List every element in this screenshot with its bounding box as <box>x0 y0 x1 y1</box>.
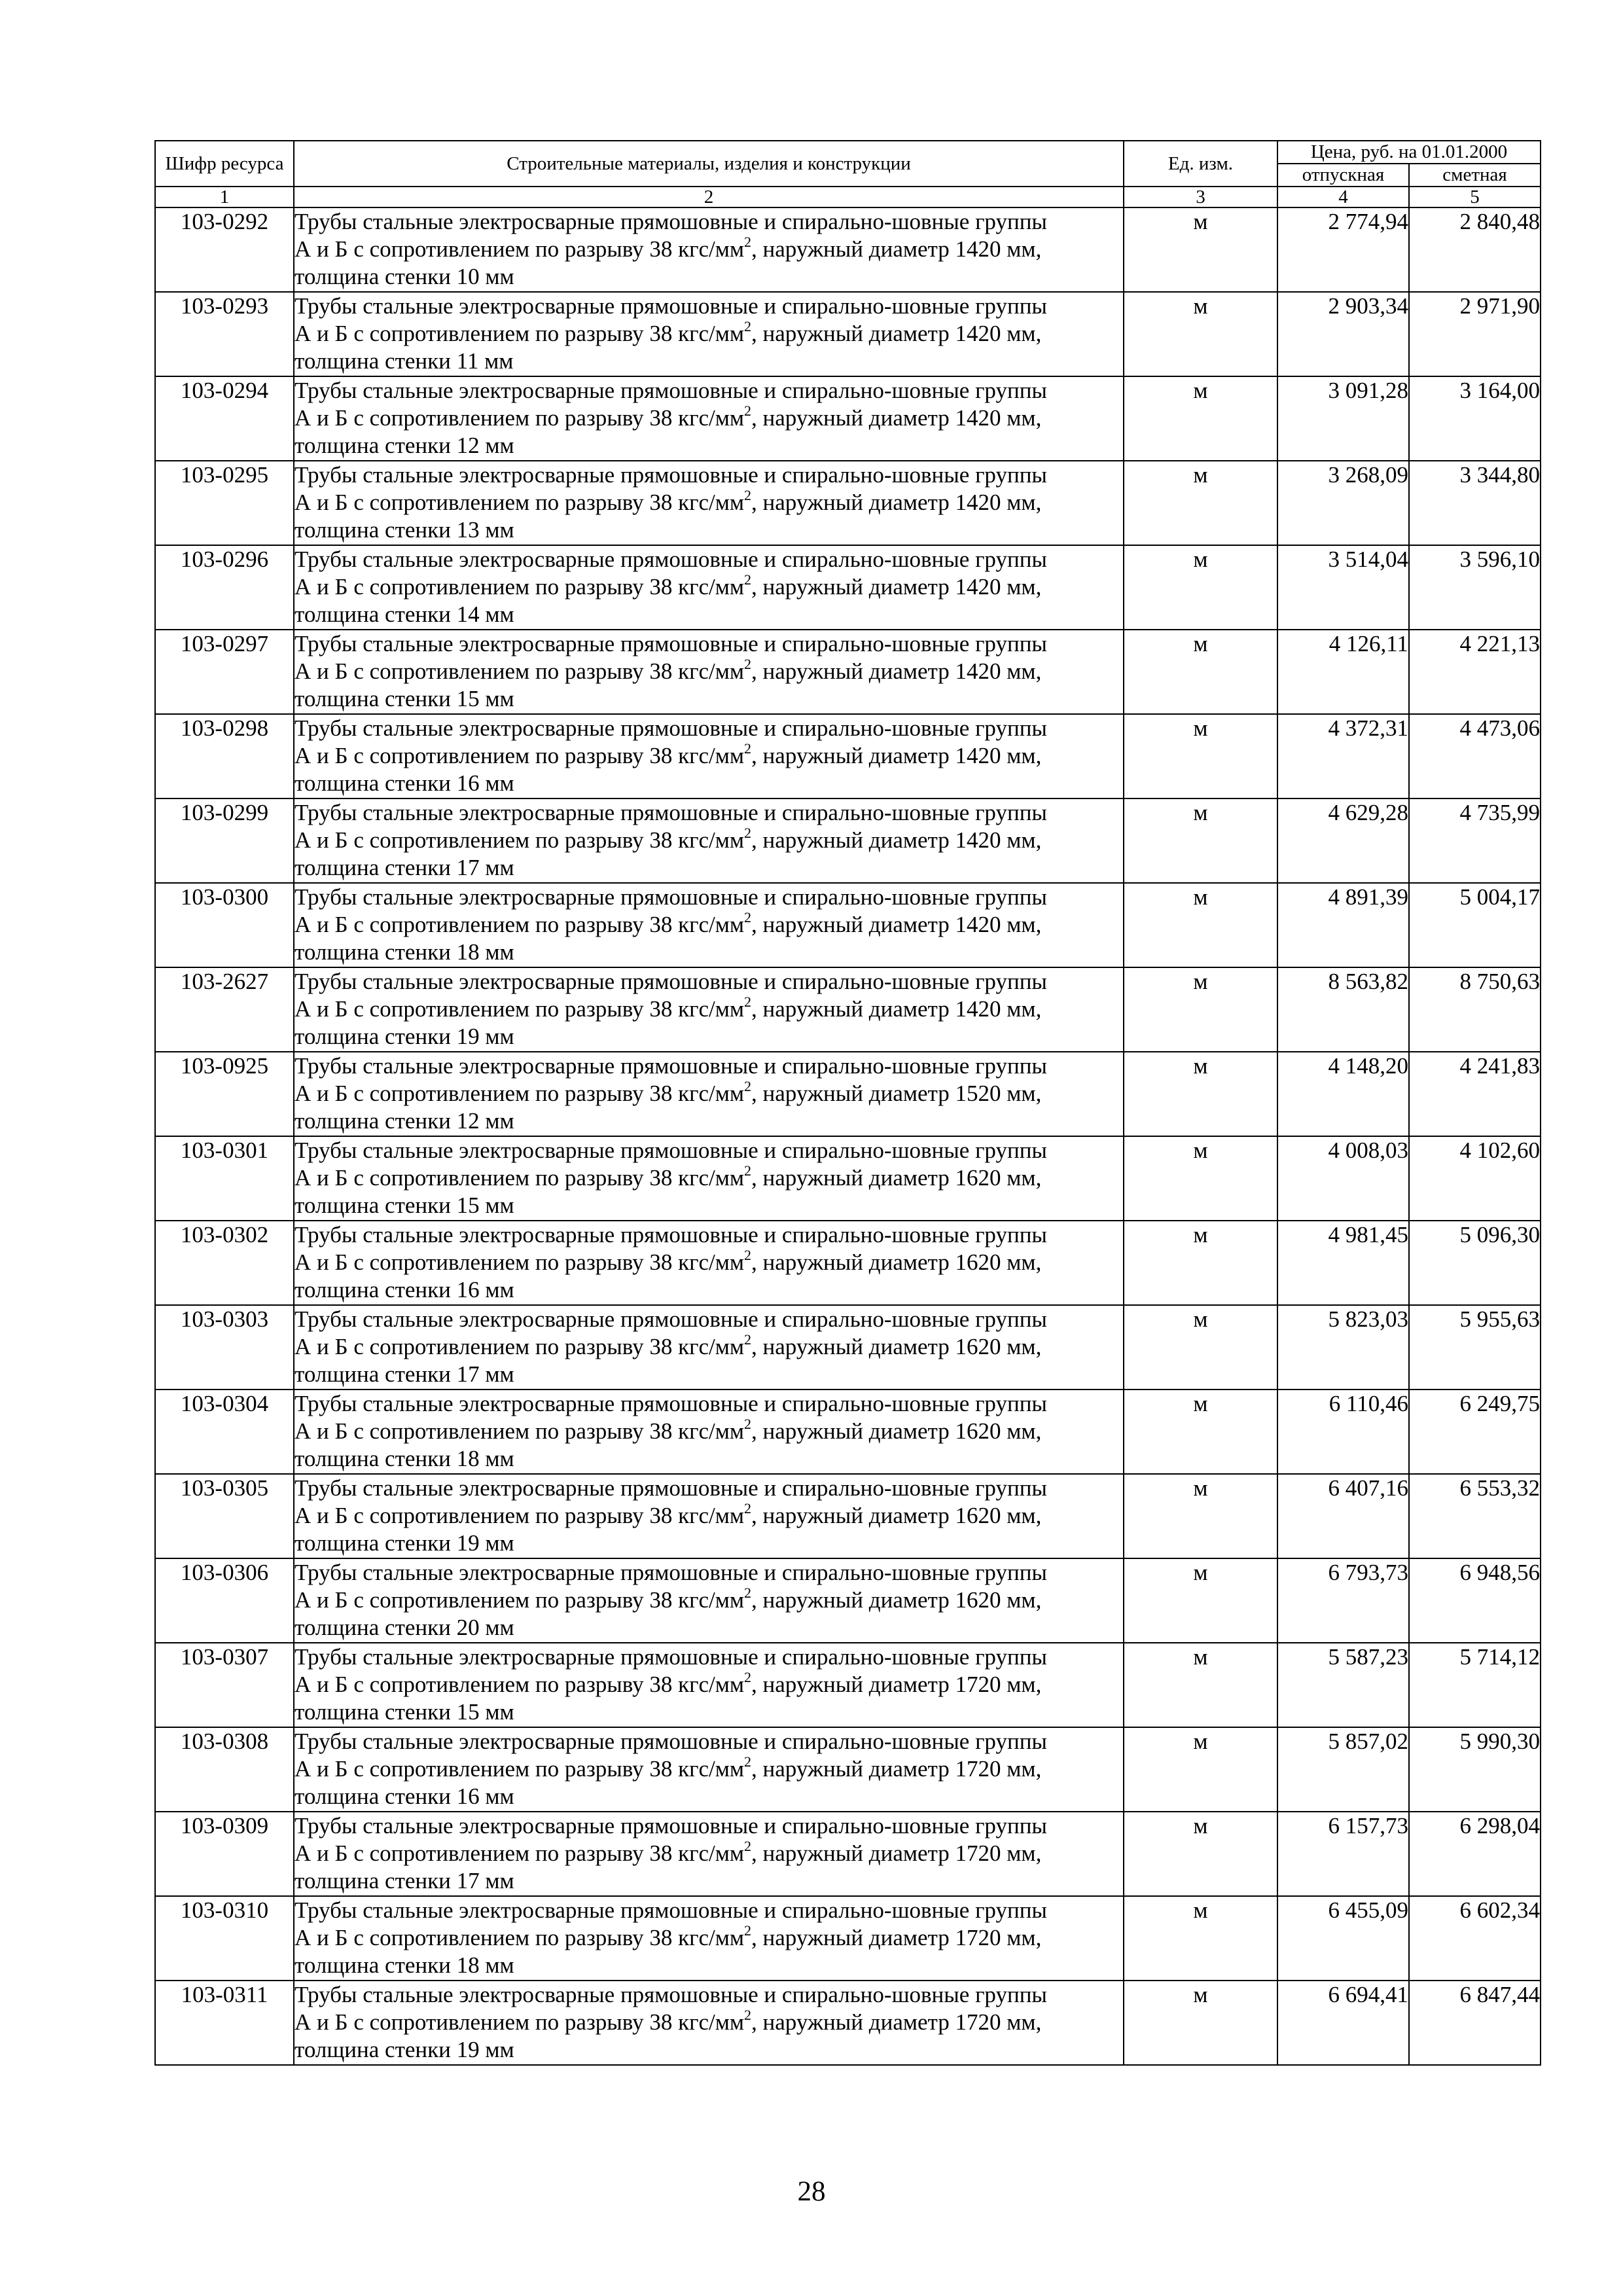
material-description: Трубы стальные электросварные прямошовные и спирально-шовные группы А и Б с сопротивлением по разрыву 38 кгс/$мм^2$, наружный диаметр 1420 мм, толщина стенки 14 мм <box>294 545 1124 630</box>
resource-code: 103-0299 <box>155 798 294 883</box>
price-release: 6 455,09 <box>1277 1896 1409 1981</box>
unit-cell: м <box>1124 461 1277 545</box>
table-row <box>155 1896 1541 1981</box>
unit-cell: м <box>1124 1727 1277 1812</box>
material-description: Трубы стальные электросварные прямошовные и спирально-шовные группы А и Б с сопротивлением по разрыву 38 кгс/$мм^2$, наружный диаметр 1420 мм, толщина стенки 12 мм <box>294 376 1124 461</box>
table-row <box>155 1981 1541 2065</box>
unit-cell: м <box>1124 1643 1277 1727</box>
resource-code: 103-0307 <box>155 1643 294 1727</box>
resource-code: 103-2627 <box>155 967 294 1052</box>
resource-code: 103-0308 <box>155 1727 294 1812</box>
table-row <box>155 630 1541 714</box>
unit-cell: м <box>1124 1812 1277 1896</box>
table-row <box>155 1052 1541 1136</box>
price-estimate: 4 473,06 <box>1409 714 1541 798</box>
price-estimate: 6 847,44 <box>1409 1981 1541 2065</box>
material-description: Трубы стальные электросварные прямошовные и спирально-шовные группы А и Б с сопротивлением по разрыву 38 кгс/$мм^2$, наружный диаметр 1620 мм, толщина стенки 16 мм <box>294 1221 1124 1305</box>
table-row <box>155 461 1541 545</box>
material-description: Трубы стальные электросварные прямошовные и спирально-шовные группы А и Б с сопротивлением по разрыву 38 кгс/$мм^2$, наружный диаметр 1420 мм, толщина стенки 17 мм <box>294 798 1124 883</box>
unit-cell: м <box>1124 1896 1277 1981</box>
table-row <box>155 714 1541 798</box>
material-description: Трубы стальные электросварные прямошовные и спирально-шовные группы А и Б с сопротивлением по разрыву 38 кгс/$мм^2$, наружный диаметр 1720 мм, толщина стенки 15 мм <box>294 1643 1124 1727</box>
material-description: Трубы стальные электросварные прямошовные и спирально-шовные группы А и Б с сопротивлением по разрыву 38 кгс/$мм^2$, наружный диаметр 1420 мм, толщина стенки 18 мм <box>294 883 1124 967</box>
price-estimate: 4 221,13 <box>1409 630 1541 714</box>
table-row <box>155 1558 1541 1643</box>
resource-code: 103-0305 <box>155 1474 294 1558</box>
unit-cell: м <box>1124 883 1277 967</box>
resource-code: 103-0292 <box>155 207 294 292</box>
resource-code: 103-0309 <box>155 1812 294 1896</box>
price-release: 4 372,31 <box>1277 714 1409 798</box>
price-estimate: 6 249,75 <box>1409 1390 1541 1474</box>
material-description: Трубы стальные электросварные прямошовные и спирально-шовные группы А и Б с сопротивлением по разрыву 38 кгс/$мм^2$, наружный диаметр 1420 мм, толщина стенки 11 мм <box>294 292 1124 376</box>
price-estimate: 8 750,63 <box>1409 967 1541 1052</box>
price-estimate: 5 990,30 <box>1409 1727 1541 1812</box>
unit-cell: м <box>1124 545 1277 630</box>
material-description: Трубы стальные электросварные прямошовные и спирально-шовные группы А и Б с сопротивлением по разрыву 38 кгс/$мм^2$, наружный диаметр 1720 мм, толщина стенки 18 мм <box>294 1896 1124 1981</box>
price-release: 4 981,45 <box>1277 1221 1409 1305</box>
unit-cell: м <box>1124 714 1277 798</box>
table-row <box>155 1727 1541 1812</box>
resource-code: 103-0294 <box>155 376 294 461</box>
price-estimate: 6 602,34 <box>1409 1896 1541 1981</box>
price-release: 6 157,73 <box>1277 1812 1409 1896</box>
material-description: Трубы стальные электросварные прямошовные и спирально-шовные группы А и Б с сопротивлением по разрыву 38 кгс/$мм^2$, наружный диаметр 1420 мм, толщина стенки 13 мм <box>294 461 1124 545</box>
price-estimate: 6 298,04 <box>1409 1812 1541 1896</box>
table-body <box>155 207 1541 2065</box>
unit-cell: м <box>1124 1981 1277 2065</box>
price-estimate: 4 241,83 <box>1409 1052 1541 1136</box>
material-description: Трубы стальные электросварные прямошовные и спирально-шовные группы А и Б с сопротивлением по разрыву 38 кгс/$мм^2$, наружный диаметр 1620 мм, толщина стенки 19 мм <box>294 1474 1124 1558</box>
price-release: 4 008,03 <box>1277 1136 1409 1221</box>
unit-cell: м <box>1124 1390 1277 1474</box>
price-estimate: 2 840,48 <box>1409 207 1541 292</box>
column-number: 2 <box>294 187 1124 207</box>
price-release: 4 126,11 <box>1277 630 1409 714</box>
price-release: 6 407,16 <box>1277 1474 1409 1558</box>
header-price-release: отпускная <box>1277 164 1409 187</box>
resource-code: 103-0295 <box>155 461 294 545</box>
header-code: Шифр ресурса <box>155 141 294 187</box>
resource-code: 103-0304 <box>155 1390 294 1474</box>
material-description: Трубы стальные электросварные прямошовные и спирально-шовные группы А и Б с сопротивлением по разрыву 38 кгс/$мм^2$, наружный диаметр 1520 мм, толщина стенки 12 мм <box>294 1052 1124 1136</box>
price-estimate: 5 714,12 <box>1409 1643 1541 1727</box>
column-number: 1 <box>155 187 294 207</box>
price-release: 6 694,41 <box>1277 1981 1409 2065</box>
resource-code: 103-0300 <box>155 883 294 967</box>
material-description: Трубы стальные электросварные прямошовные и спирально-шовные группы А и Б с сопротивлением по разрыву 38 кгс/$мм^2$, наружный диаметр 1420 мм, толщина стенки 15 мм <box>294 630 1124 714</box>
material-description: Трубы стальные электросварные прямошовные и спирально-шовные группы А и Б с сопротивлением по разрыву 38 кгс/$мм^2$, наружный диаметр 1620 мм, толщина стенки 20 мм <box>294 1558 1124 1643</box>
resource-code: 103-0293 <box>155 292 294 376</box>
header-unit: Ед. изм. <box>1124 141 1277 187</box>
resource-code: 103-0298 <box>155 714 294 798</box>
table-row <box>155 1136 1541 1221</box>
table-row <box>155 207 1541 292</box>
price-release: 6 793,73 <box>1277 1558 1409 1643</box>
price-estimate: 5 955,63 <box>1409 1305 1541 1390</box>
table-row <box>155 545 1541 630</box>
price-estimate: 6 948,56 <box>1409 1558 1541 1643</box>
price-estimate: 4 735,99 <box>1409 798 1541 883</box>
material-description: Трубы стальные электросварные прямошовные и спирально-шовные группы А и Б с сопротивлением по разрыву 38 кгс/$мм^2$, наружный диаметр 1620 мм, толщина стенки 15 мм <box>294 1136 1124 1221</box>
table-row <box>155 1812 1541 1896</box>
material-description: Трубы стальные электросварные прямошовные и спирально-шовные группы А и Б с сопротивлением по разрыву 38 кгс/$мм^2$, наружный диаметр 1420 мм, толщина стенки 10 мм <box>294 207 1124 292</box>
material-description: Трубы стальные электросварные прямошовные и спирально-шовные группы А и Б с сопротивлением по разрыву 38 кгс/$мм^2$, наружный диаметр 1420 мм, толщина стенки 16 мм <box>294 714 1124 798</box>
unit-cell: м <box>1124 630 1277 714</box>
price-estimate: 3 596,10 <box>1409 545 1541 630</box>
price-release: 3 268,09 <box>1277 461 1409 545</box>
table-row <box>155 1643 1541 1727</box>
table-row <box>155 967 1541 1052</box>
price-release: 4 148,20 <box>1277 1052 1409 1136</box>
table-row <box>155 883 1541 967</box>
unit-cell: м <box>1124 1474 1277 1558</box>
price-estimate: 3 164,00 <box>1409 376 1541 461</box>
resource-code: 103-0301 <box>155 1136 294 1221</box>
price-release: 3 091,28 <box>1277 376 1409 461</box>
unit-cell: м <box>1124 1221 1277 1305</box>
resource-code: 103-0310 <box>155 1896 294 1981</box>
price-release: 8 563,82 <box>1277 967 1409 1052</box>
table-row <box>155 292 1541 376</box>
table-row <box>155 1221 1541 1305</box>
price-release: 5 587,23 <box>1277 1643 1409 1727</box>
material-description: Трубы стальные электросварные прямошовные и спирально-шовные группы А и Б с сопротивлением по разрыву 38 кгс/$мм^2$, наружный диаметр 1620 мм, толщина стенки 17 мм <box>294 1305 1124 1390</box>
table-row <box>155 1474 1541 1558</box>
unit-cell: м <box>1124 292 1277 376</box>
price-release: 2 774,94 <box>1277 207 1409 292</box>
page-number: 28 <box>797 2176 826 2207</box>
column-number: 5 <box>1409 187 1541 207</box>
price-release: 3 514,04 <box>1277 545 1409 630</box>
price-table <box>154 140 1541 2066</box>
price-release: 5 823,03 <box>1277 1305 1409 1390</box>
unit-cell: м <box>1124 376 1277 461</box>
resource-code: 103-0306 <box>155 1558 294 1643</box>
price-estimate: 2 971,90 <box>1409 292 1541 376</box>
price-estimate: 6 553,32 <box>1409 1474 1541 1558</box>
price-estimate: 3 344,80 <box>1409 461 1541 545</box>
table-row <box>155 1390 1541 1474</box>
material-description: Трубы стальные электросварные прямошовные и спирально-шовные группы А и Б с сопротивлением по разрыву 38 кгс/$мм^2$, наружный диаметр 1720 мм, толщина стенки 17 мм <box>294 1812 1124 1896</box>
unit-cell: м <box>1124 798 1277 883</box>
unit-cell: м <box>1124 1558 1277 1643</box>
price-release: 4 629,28 <box>1277 798 1409 883</box>
header-price-estimate: сметная <box>1409 164 1541 187</box>
material-description: Трубы стальные электросварные прямошовные и спирально-шовные группы А и Б с сопротивлением по разрыву 38 кгс/$мм^2$, наружный диаметр 1420 мм, толщина стенки 19 мм <box>294 967 1124 1052</box>
unit-cell: м <box>1124 207 1277 292</box>
resource-code: 103-0925 <box>155 1052 294 1136</box>
unit-cell: м <box>1124 1305 1277 1390</box>
price-release: 5 857,02 <box>1277 1727 1409 1812</box>
table-row <box>155 1305 1541 1390</box>
unit-cell: м <box>1124 967 1277 1052</box>
unit-cell: м <box>1124 1136 1277 1221</box>
header-price-group: Цена, руб. на 01.01.2000 <box>1277 141 1541 164</box>
resource-code: 103-0303 <box>155 1305 294 1390</box>
table-header <box>155 141 1541 207</box>
table-row <box>155 798 1541 883</box>
resource-code: 103-0302 <box>155 1221 294 1305</box>
header-materials: Строительные материалы, изделия и конструкции <box>294 141 1124 187</box>
price-estimate: 5 004,17 <box>1409 883 1541 967</box>
price-release: 6 110,46 <box>1277 1390 1409 1474</box>
resource-code: 103-0296 <box>155 545 294 630</box>
material-description: Трубы стальные электросварные прямошовные и спирально-шовные группы А и Б с сопротивлением по разрыву 38 кгс/$мм^2$, наружный диаметр 1720 мм, толщина стенки 16 мм <box>294 1727 1124 1812</box>
price-release: 4 891,39 <box>1277 883 1409 967</box>
column-number: 4 <box>1277 187 1409 207</box>
material-description: Трубы стальные электросварные прямошовные и спирально-шовные группы А и Б с сопротивлением по разрыву 38 кгс/$мм^2$, наружный диаметр 1720 мм, толщина стенки 19 мм <box>294 1981 1124 2065</box>
price-release: 2 903,34 <box>1277 292 1409 376</box>
resource-code: 103-0297 <box>155 630 294 714</box>
unit-cell: м <box>1124 1052 1277 1136</box>
material-description: Трубы стальные электросварные прямошовные и спирально-шовные группы А и Б с сопротивлением по разрыву 38 кгс/$мм^2$, наружный диаметр 1620 мм, толщина стенки 18 мм <box>294 1390 1124 1474</box>
column-number: 3 <box>1124 187 1277 207</box>
price-estimate: 4 102,60 <box>1409 1136 1541 1221</box>
resource-code: 103-0311 <box>155 1981 294 2065</box>
price-estimate: 5 096,30 <box>1409 1221 1541 1305</box>
table-row <box>155 376 1541 461</box>
